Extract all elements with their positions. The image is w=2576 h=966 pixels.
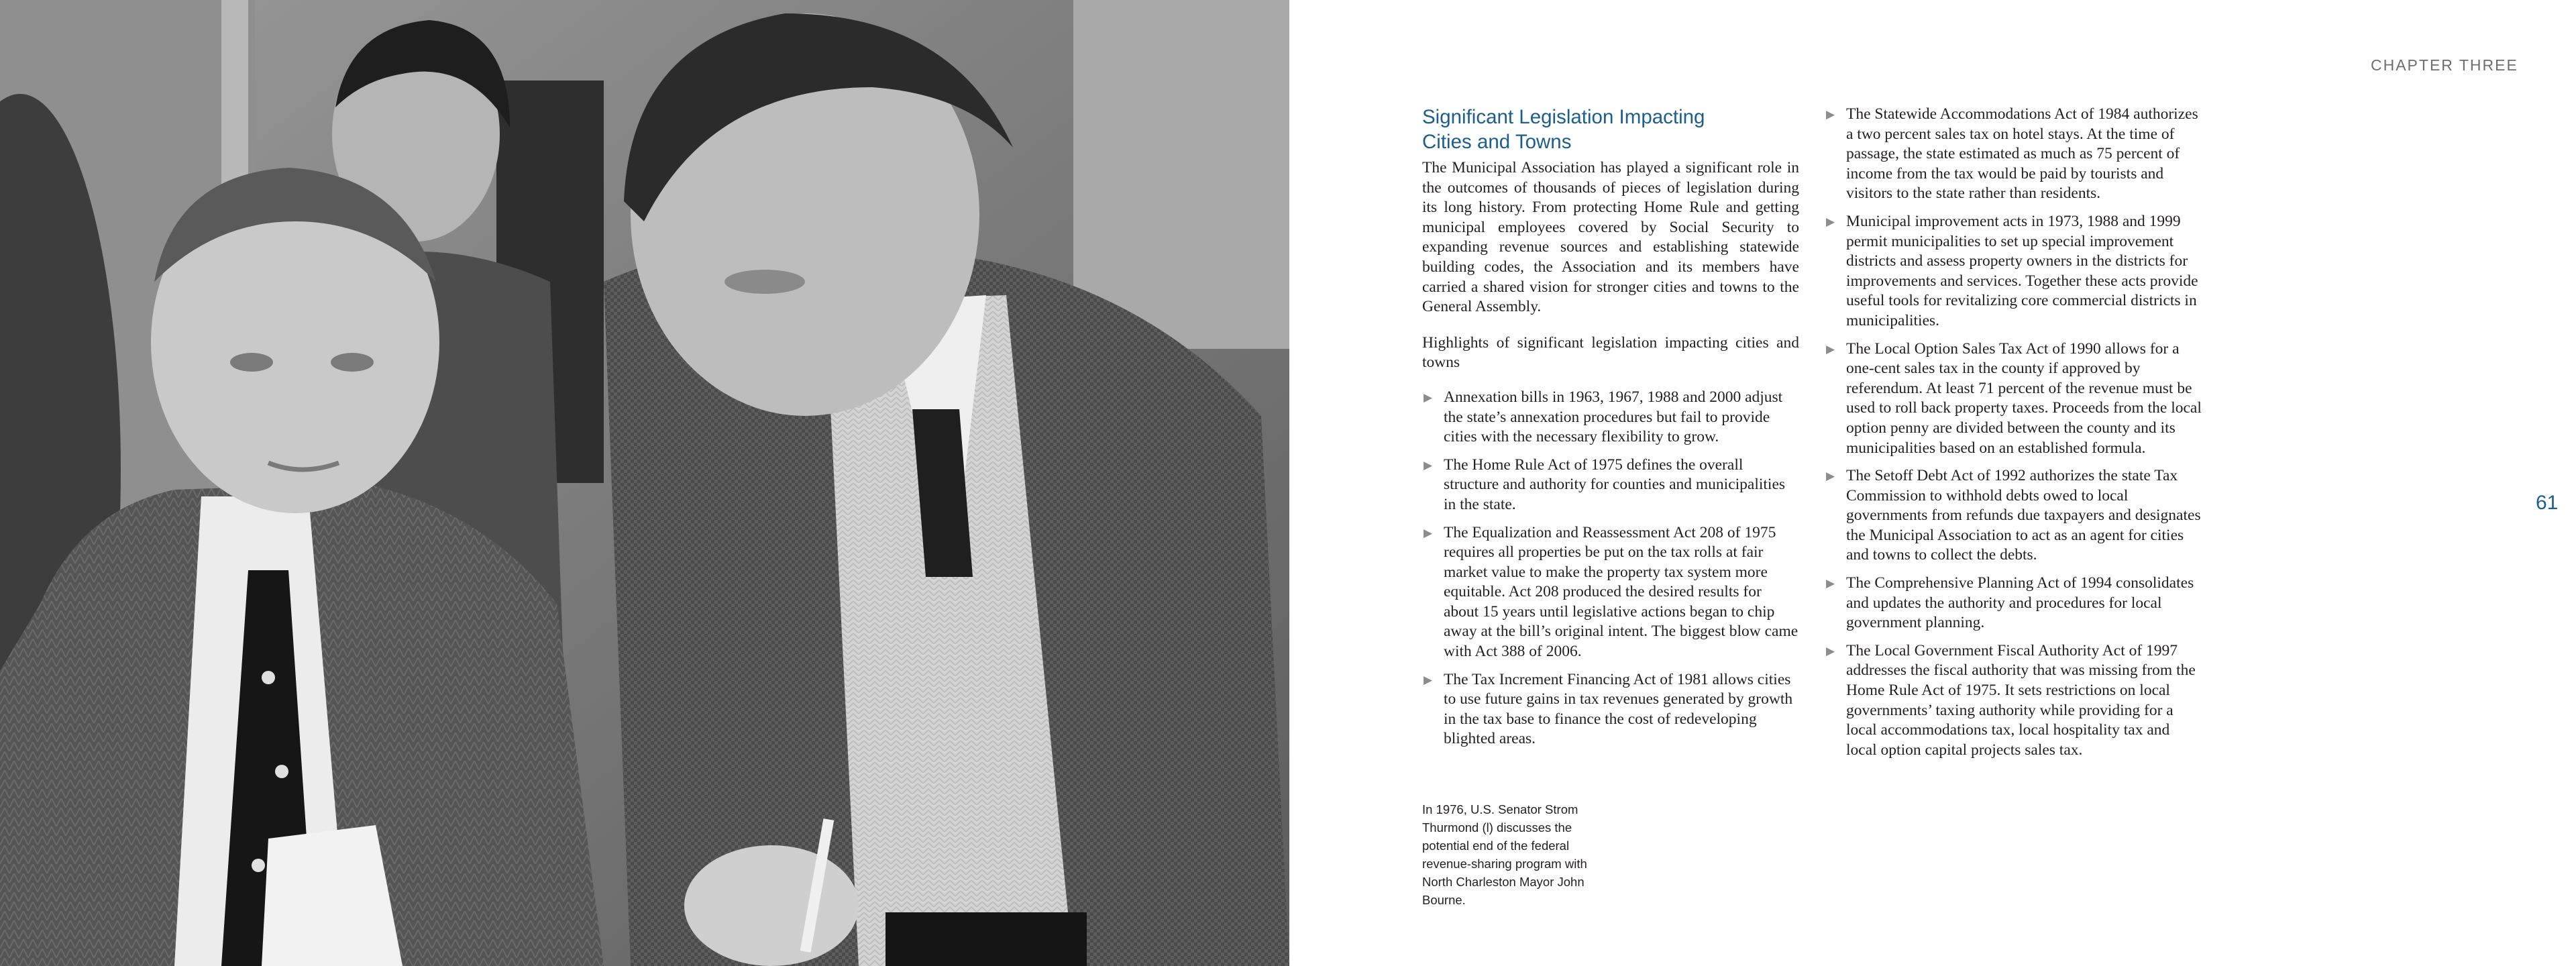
highlights-intro: Highlights of significant legislation impacting cities and towns: [1422, 333, 1799, 372]
bullet-arrow-icon: ▶: [1826, 470, 1835, 484]
text-column-left: [1422, 105, 1799, 757]
bullet-arrow-icon: ▶: [1826, 577, 1835, 591]
article-heading: Significant Legislation Impacting Cities and Towns: [1422, 106, 1705, 153]
legislation-list-left: [1422, 388, 1799, 749]
list-item: ▶ The Local Government Fiscal Authority Act of 1997 addresses the fiscal authority that was missing from the Home Rule Act of 1975. It sets restrictions on local governments’ taxing authority while providing for a local accommodations tax, local hospitality tax and local option capital projects sales tax.: [1826, 641, 2196, 759]
bullet-arrow-icon: ▶: [1424, 526, 1433, 540]
bullet-arrow-icon: ▶: [1424, 673, 1433, 687]
bullet-arrow-icon: ▶: [1826, 342, 1835, 356]
list-item: ▶ The Tax Increment Financing Act of 1981 allows cities to use future gains in tax revenues generated by growth in the tax base to finance the cost of redeveloping blighted areas.: [1424, 670, 1793, 748]
list-item: ▶ The Equalization and Reassessment Act 208 of 1975 requires all properties be put on the tax rolls at fair market value to make the property tax system more equitable. Act 208 produced the desired results for about 15 years until legislative actions began to chip away at the bill’s original intent. The biggest blow came with Act 388 of 2006.: [1424, 523, 1799, 661]
bullet-arrow-icon: ▶: [1424, 458, 1433, 472]
list-item: ▶ The Comprehensive Planning Act of 1994 consolidates and updates the authority and procedures for local government planning.: [1826, 574, 2194, 632]
bullet-arrow-icon: ▶: [1826, 215, 1835, 229]
bullet-arrow-icon: ▶: [1826, 108, 1835, 121]
list-item: ▶ Municipal improvement acts in 1973, 1988 and 1999 permit municipalities to set up special improvement districts and assess property owners in the districts for improvements and services. Together these acts provide useful tools for revitalizing core commercial districts in municipalities.: [1826, 212, 2198, 329]
list-item: ▶ The Home Rule Act of 1975 defines the overall structure and authority for counties and municipalities in the state.: [1424, 455, 1786, 513]
list-item: ▶ The Setoff Debt Act of 1992 authorizes the state Tax Commission to withhold debts owed to local governments from refunds due taxpayers and designates the Municipal Association to act as an agent for cities and towns to collect the debts.: [1826, 467, 2201, 564]
page-number: 61: [2536, 492, 2559, 514]
legislation-list-right: [1825, 105, 2202, 760]
text-column-right: [1825, 105, 2202, 768]
intro-paragraph: The Municipal Association has played a significant role in the outcomes of thousands of pieces of legislation during its long history. From protecting Home Rule and getting municipal employees covered by Social Security to expanding revenue sources and establishing statewide building codes, the Association and its members have carried a shared vision for stronger cities and towns to the General Assembly.: [1422, 159, 1799, 316]
list-item: ▶ The Statewide Accommodations Act of 1984 authorizes a two percent sales tax on hotel stays. At the time of passage, the state estimated as much as 75 percent of income from the tax would be paid by tourists and visitors to the state rather than residents.: [1826, 105, 2198, 203]
list-item: ▶ Annexation bills in 1963, 1967, 1988 and 2000 adjust the state’s annexation procedures but fail to provide cities with the necessary flexibility to grow.: [1424, 388, 1783, 446]
photo-caption: In 1976, U.S. Senator Strom Thurmond (l) discusses the potential end of the federal revenue-sharing program with North Charleston Mayor John Bourne.: [1422, 802, 1587, 907]
chapter-label: CHAPTER THREE: [2371, 56, 2518, 74]
bullet-arrow-icon: ▶: [1424, 390, 1433, 405]
bullet-arrow-icon: ▶: [1826, 644, 1835, 658]
list-item: ▶ The Local Option Sales Tax Act of 1990 allows for a one-cent sales tax in the county if approved by referendum. At least 71 percent of the revenue must be used to roll back property taxes. Proceeds from the local option penny are divided between the county and its municipalities based on an established formula.: [1826, 339, 2202, 457]
